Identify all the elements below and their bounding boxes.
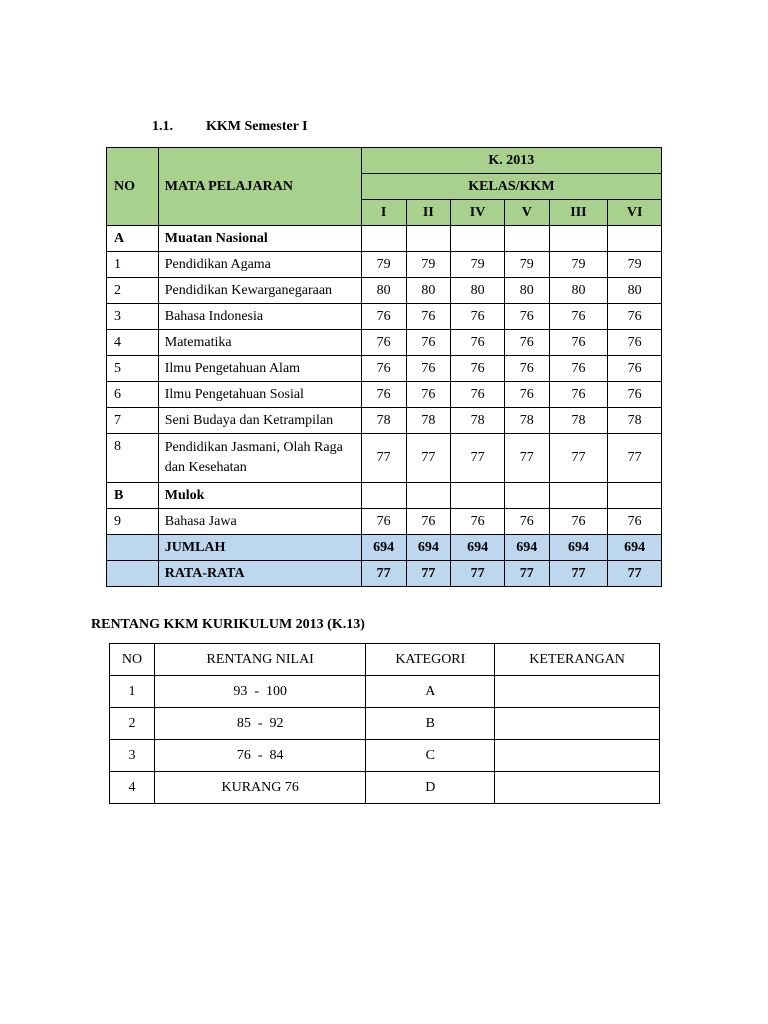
row-value: 79 [451,252,505,278]
class-header: I [361,200,406,226]
kkm-table [106,147,662,587]
row-value: 76 [361,382,406,408]
table-row [107,408,662,434]
row-value: 77 [361,434,406,483]
row-value: 76 [504,330,549,356]
table-row [110,676,660,708]
rentang-table [109,643,660,804]
row-subject: Seni Budaya dan Ketrampilan [158,408,361,434]
row-value: 76 [549,382,608,408]
row-value: 76 [406,509,451,535]
rentang-header: NO [110,644,155,676]
row-value: 76 [549,356,608,382]
rentang-note [495,740,660,772]
table-row [107,509,662,535]
section-heading [152,119,308,135]
section-number: 1.1. [152,119,173,134]
row-value: 80 [608,278,662,304]
table-row [110,708,660,740]
row-no: 9 [107,509,159,535]
row-value: 76 [361,356,406,382]
row-no: 2 [107,278,159,304]
jumlah-value: 694 [361,535,406,561]
rentang-range: 93 - 100 [154,676,366,708]
section-title: Mulok [158,483,361,509]
row-value: 76 [608,509,662,535]
row-value: 80 [451,278,505,304]
row-value: 76 [608,330,662,356]
row-value: 78 [608,408,662,434]
row-no: 8 [107,434,159,483]
row-value: 79 [361,252,406,278]
rentang-category: C [366,740,495,772]
header-no: NO [107,148,159,226]
class-header: III [549,200,608,226]
rata-rata-value: 77 [406,561,451,587]
rentang-category: A [366,676,495,708]
jumlah-label: JUMLAH [158,535,361,561]
section-title: Muatan Nasional [158,226,361,252]
rentang-no: 1 [110,676,155,708]
table-row [107,382,662,408]
row-value: 76 [504,382,549,408]
row-value: 76 [406,382,451,408]
row-value: 76 [504,304,549,330]
row-no: 4 [107,330,159,356]
jumlah-value: 694 [406,535,451,561]
row-value: 78 [361,408,406,434]
row-value: 76 [451,356,505,382]
rentang-no: 2 [110,708,155,740]
row-value: 76 [406,304,451,330]
rentang-note [495,676,660,708]
row-value: 78 [451,408,505,434]
header-subgroup: KELAS/KKM [361,174,661,200]
jumlah-value: 694 [549,535,608,561]
row-subject: Pendidikan Kewarganegaraan [158,278,361,304]
table-row [107,278,662,304]
rentang-header: KATEGORI [366,644,495,676]
rata-rata-value: 77 [608,561,662,587]
rentang-header: RENTANG NILAI [154,644,366,676]
header-subject: MATA PELAJARAN [158,148,361,226]
table-row [107,356,662,382]
section-title: KKM Semester I [206,119,308,134]
rentang-header: KETERANGAN [495,644,660,676]
row-value: 76 [549,330,608,356]
rata-rata-label: RATA-RATA [158,561,361,587]
jumlah-row [107,535,662,561]
row-value: 76 [451,509,505,535]
row-value: 76 [451,330,505,356]
rentang-range: 85 - 92 [154,708,366,740]
row-no: 1 [107,252,159,278]
rentang-heading: RENTANG KKM KURIKULUM 2013 (K.13) [91,617,365,632]
row-value: 77 [451,434,505,483]
section-code: A [107,226,159,252]
row-value: 80 [504,278,549,304]
row-value: 76 [504,356,549,382]
header-group: K. 2013 [361,148,661,174]
jumlah-value: 694 [608,535,662,561]
row-value: 76 [361,509,406,535]
row-value: 77 [608,434,662,483]
row-no: 7 [107,408,159,434]
row-value: 76 [361,330,406,356]
row-value: 76 [608,382,662,408]
row-value: 77 [549,434,608,483]
row-subject: Bahasa Jawa [158,509,361,535]
row-value: 80 [361,278,406,304]
rentang-note [495,772,660,804]
row-value: 76 [504,509,549,535]
rata-rata-value: 77 [549,561,608,587]
rentang-note [495,708,660,740]
rata-rata-value: 77 [504,561,549,587]
row-value: 79 [549,252,608,278]
row-subject: Matematika [158,330,361,356]
row-value: 76 [406,330,451,356]
rentang-range: 76 - 84 [154,740,366,772]
row-subject: Ilmu Pengetahuan Alam [158,356,361,382]
table-row [107,304,662,330]
row-subject: Pendidikan Jasmani, Olah Raga dan Kesehatan [158,434,361,483]
rentang-no: 4 [110,772,155,804]
row-value: 79 [608,252,662,278]
row-value: 76 [549,509,608,535]
row-value: 78 [504,408,549,434]
row-no: 5 [107,356,159,382]
row-value: 76 [608,356,662,382]
row-value: 79 [406,252,451,278]
rata-rata-row [107,561,662,587]
table-row [110,772,660,804]
rentang-header-row [110,644,660,676]
section-code: B [107,483,159,509]
section-row [107,226,662,252]
table-row [107,434,662,483]
class-header: II [406,200,451,226]
row-value: 77 [504,434,549,483]
section-row [107,483,662,509]
jumlah-value: 694 [451,535,505,561]
row-value: 79 [504,252,549,278]
jumlah-value: 694 [504,535,549,561]
class-header: V [504,200,549,226]
row-no: 3 [107,304,159,330]
row-value: 76 [361,304,406,330]
rata-rata-value: 77 [451,561,505,587]
row-value: 78 [406,408,451,434]
row-value: 76 [549,304,608,330]
row-no: 6 [107,382,159,408]
row-value: 80 [406,278,451,304]
rata-rata-value: 77 [361,561,406,587]
row-value: 76 [608,304,662,330]
row-value: 80 [549,278,608,304]
rentang-range: KURANG 76 [154,772,366,804]
row-subject: Ilmu Pengetahuan Sosial [158,382,361,408]
row-value: 77 [406,434,451,483]
rentang-category: D [366,772,495,804]
row-value: 76 [451,382,505,408]
header-row [107,148,662,174]
rentang-no: 3 [110,740,155,772]
row-value: 76 [451,304,505,330]
row-value: 78 [549,408,608,434]
row-subject: Pendidikan Agama [158,252,361,278]
table-row [107,252,662,278]
table-row [107,330,662,356]
row-value: 76 [406,356,451,382]
rentang-category: B [366,708,495,740]
class-header: IV [451,200,505,226]
class-header: VI [608,200,662,226]
row-subject: Bahasa Indonesia [158,304,361,330]
table-row [110,740,660,772]
